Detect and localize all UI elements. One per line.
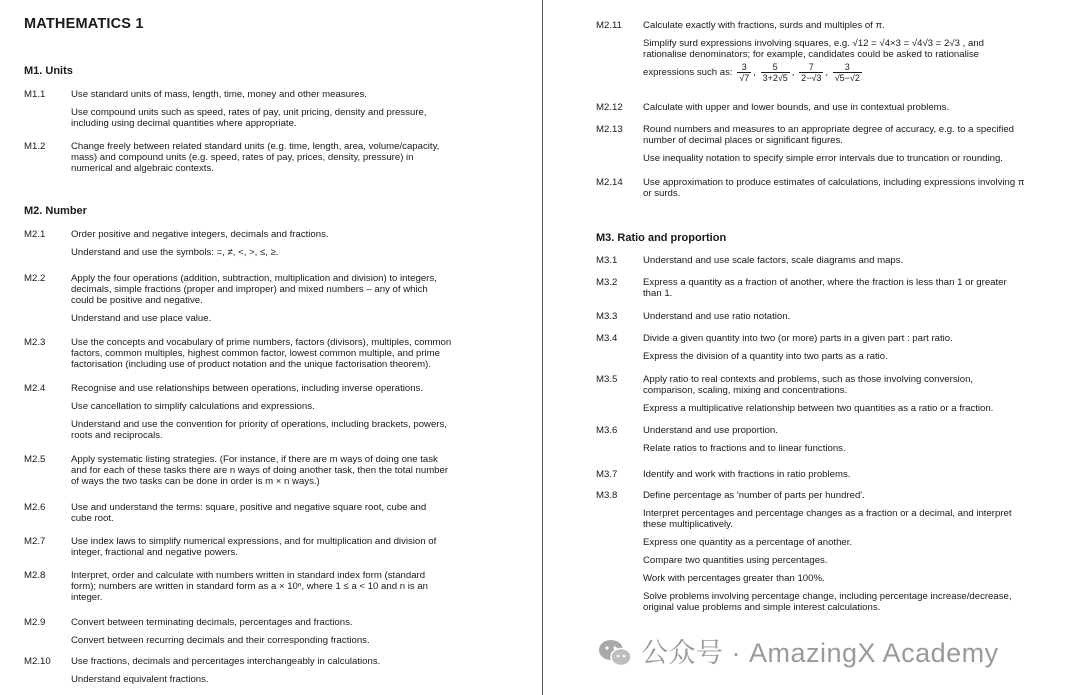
entry-text: Interpret percentages and percentage changes as a fraction or a decimal, and interpret — [643, 508, 1012, 519]
entry-text: Use compound units such as speed, rates of pay, unit pricing, density and pressure, — [71, 107, 427, 118]
entry-text: comparison, scaling, mixing and concentrations. — [643, 385, 848, 396]
entry-text: Use the concepts and vocabulary of prime numbers, factors (divisors), multiples, common — [71, 337, 452, 348]
entry-text: than 1. — [643, 288, 673, 299]
entry-text: Express the division of a quantity into two parts as a ratio. — [643, 351, 888, 362]
entry-text: Understand and use place value. — [71, 313, 212, 324]
entry-text: Express a multiplicative relationship between two quantities as a ratio or a fraction. — [643, 403, 994, 414]
entry-text: Work with percentages greater than 100%. — [643, 573, 825, 584]
entry-number: M2.10 — [24, 656, 51, 667]
entry-text: Use cancellation to simplify calculations and expressions. — [71, 401, 315, 412]
entry-text: form); numbers are written in standard form as a × 10ⁿ, where 1 ≤ a < 10 and n is an — [71, 581, 428, 592]
entry-number: M2.9 — [24, 617, 46, 628]
entry-number: M2.13 — [596, 124, 623, 135]
fraction-denominator: 2−√3 — [801, 73, 822, 83]
entry-number: M3.5 — [596, 374, 618, 385]
entry-text: Use standard units of mass, length, time, money and other measures. — [71, 89, 367, 100]
fraction-denominator: √5−√2 — [834, 73, 860, 83]
entry-text: Use fractions, decimals and percentages interchangeably in calculations. — [71, 656, 381, 667]
entry-number: M1.2 — [24, 141, 46, 152]
fraction-numerator: 3 — [833, 62, 862, 73]
entry-text: could be positive and negative. — [71, 295, 203, 306]
entry-text: expressions such as: — [643, 67, 733, 78]
fraction-denominator: √7 — [739, 73, 750, 83]
entry-text: rationalise denominators; for example, candidates could be asked to rationalise — [643, 49, 979, 60]
column-divider — [542, 0, 543, 695]
wechat-icon — [597, 638, 633, 668]
entry-text: Apply systematic listing strategies. (For instance, if there are m ways of doing one task — [71, 454, 438, 465]
page-title: MATHEMATICS 1 — [24, 16, 144, 32]
entry-text: Simplify surd expressions involving squares, e.g. √12 = √4×3 = √4√3 = 2√3 , and — [643, 38, 984, 49]
entry-text: factorisation (including use of product notation and the unique factorisation theorem). — [71, 359, 431, 370]
section-heading-number: M2. Number — [24, 205, 87, 217]
entry-number: M2.12 — [596, 102, 623, 113]
entry-text: number of decimal places or significant figures. — [643, 135, 843, 146]
entry-number: M3.1 — [596, 255, 618, 266]
entry-text: or surds. — [643, 188, 681, 199]
watermark-text: 公众号 · AmazingX Academy — [641, 637, 999, 668]
entry-text: of ways the two tasks can be done in order is m × n ways.) — [71, 476, 320, 487]
entry-text: Divide a given quantity into two (or more) parts in a given part : part ratio. — [643, 333, 953, 344]
entry-number: M3.3 — [596, 311, 618, 322]
entry-text: Understand and use ratio notation. — [643, 311, 791, 322]
fraction — [833, 62, 862, 83]
entry-text: Understand and use proportion. — [643, 425, 778, 436]
entry-number: M3.2 — [596, 277, 618, 288]
fraction — [737, 62, 751, 83]
entry-text: Recognise and use relationships between operations, including inverse operations. — [71, 383, 423, 394]
entry-text: roots and reciprocals. — [71, 430, 163, 441]
entry-number: M2.14 — [596, 177, 623, 188]
entry-text: including using decimal quantities where appropriate. — [71, 118, 297, 129]
entry-text: Define percentage as 'number of parts per hundred'. — [643, 490, 865, 501]
entry-text: Relate ratios to fractions and to linear functions. — [643, 443, 846, 454]
entry-text: Use and understand the terms: square, positive and negative square root, cube and — [71, 502, 427, 513]
entry-text: these multiplicatively. — [643, 519, 733, 530]
entry-number: M3.8 — [596, 490, 618, 501]
entry-text: original value problems and simple interest calculations. — [643, 602, 881, 613]
entry-text: Apply ratio to real contexts and problems, such as those involving conversion, — [643, 374, 974, 385]
entry-text: Calculate with upper and lower bounds, and use in contextual problems. — [643, 102, 950, 113]
entry-text: mass) and compound units (e.g. speed, rates of pay, prices, density, pressure) in — [71, 152, 414, 163]
surd-expressions: expressions such as: $\frac{3}{√7}$ , $\frac{5}{3+2√5}$ , $\frac{7}{2-√3}$ , $\frac{3}{√5-√2}$ — [643, 62, 860, 83]
entry-text: Understand and use the convention for priority of operations, including brackets, powers, — [71, 419, 447, 430]
entry-text: Use approximation to produce estimates of calculations, including expressions involving π — [643, 177, 1025, 188]
entry-text: Order positive and negative integers, decimals and fractions. — [71, 229, 329, 240]
entry-text: Understand and use scale factors, scale diagrams and maps. — [643, 255, 904, 266]
section-heading-units: M1. Units — [24, 65, 73, 77]
fraction-numerator: 5 — [761, 62, 790, 73]
entry-text: Express one quantity as a percentage of another. — [643, 537, 853, 548]
entry-text: Use inequality notation to specify simple error intervals due to truncation or rounding. — [643, 153, 1003, 164]
entry-number: M1.1 — [24, 89, 46, 100]
entry-number: M3.7 — [596, 469, 618, 480]
entry-number: M2.8 — [24, 570, 46, 581]
entry-text: numerical and algebraic contexts. — [71, 163, 214, 174]
entry-text: Convert between terminating decimals, percentages and fractions. — [71, 617, 353, 628]
entry-text: Convert between recurring decimals and their corresponding fractions. — [71, 635, 370, 646]
entry-text: integer, fractional and negative powers. — [71, 547, 238, 558]
entry-text: and for each of these tasks there are n ways of doing another task, then the total number — [71, 465, 449, 476]
fraction-numerator: 3 — [737, 62, 751, 73]
entry-number: M2.1 — [24, 229, 46, 240]
entry-text: Understand and use the symbols: =, ≠, <, >, ≤, ≥. — [71, 247, 279, 258]
fraction-denominator: 3+2√5 — [762, 73, 788, 83]
entry-number: M3.6 — [596, 425, 618, 436]
entry-text: Calculate exactly with fractions, surds and multiples of π. — [643, 20, 885, 31]
entry-number: M2.6 — [24, 502, 46, 513]
entry-text: Compare two quantities using percentages. — [643, 555, 828, 566]
entry-text: integer. — [71, 592, 103, 603]
entry-text: cube root. — [71, 513, 114, 524]
watermark — [597, 636, 999, 670]
fraction-numerator: 7 — [799, 62, 823, 73]
entry-text: Understand equivalent fractions. — [71, 674, 209, 685]
entry-text: Solve problems involving percentage change, including percentage increase/decrease, — [643, 591, 1012, 602]
entry-text: Interpret, order and calculate with numbers written in standard index form (standard — [71, 570, 426, 581]
section-heading-ratio: M3. Ratio and proportion — [596, 232, 727, 244]
entry-number: M2.4 — [24, 383, 46, 394]
entry-text: Apply the four operations (addition, subtraction, multiplication and division) to integers, — [71, 273, 437, 284]
entry-text: Express a quantity as a fraction of another, where the fraction is less than 1 or greater — [643, 277, 1007, 288]
entry-number: M3.4 — [596, 333, 618, 344]
fraction — [761, 62, 790, 83]
entry-number: M2.3 — [24, 337, 46, 348]
entry-number: M2.2 — [24, 273, 46, 284]
fraction — [799, 62, 823, 83]
entry-text: Use index laws to simplify numerical expressions, and for multiplication and division of — [71, 536, 437, 547]
entry-number: M2.11 — [596, 20, 622, 31]
entry-number: M2.5 — [24, 454, 46, 465]
entry-text: Change freely between related standard units (e.g. time, length, area, volume/capacity, — [71, 141, 440, 152]
entry-text: Identify and work with fractions in ratio problems. — [643, 469, 851, 480]
entry-text: factors, common multiples, highest common factor, lowest common multiple, and prime — [71, 348, 440, 359]
entry-text: decimals, simple fractions (proper and improper) and mixed numbers – any of which — [71, 284, 428, 295]
entry-number: M2.7 — [24, 536, 46, 547]
entry-text: Round numbers and measures to an appropriate degree of accuracy, e.g. to a specified — [643, 124, 1015, 135]
